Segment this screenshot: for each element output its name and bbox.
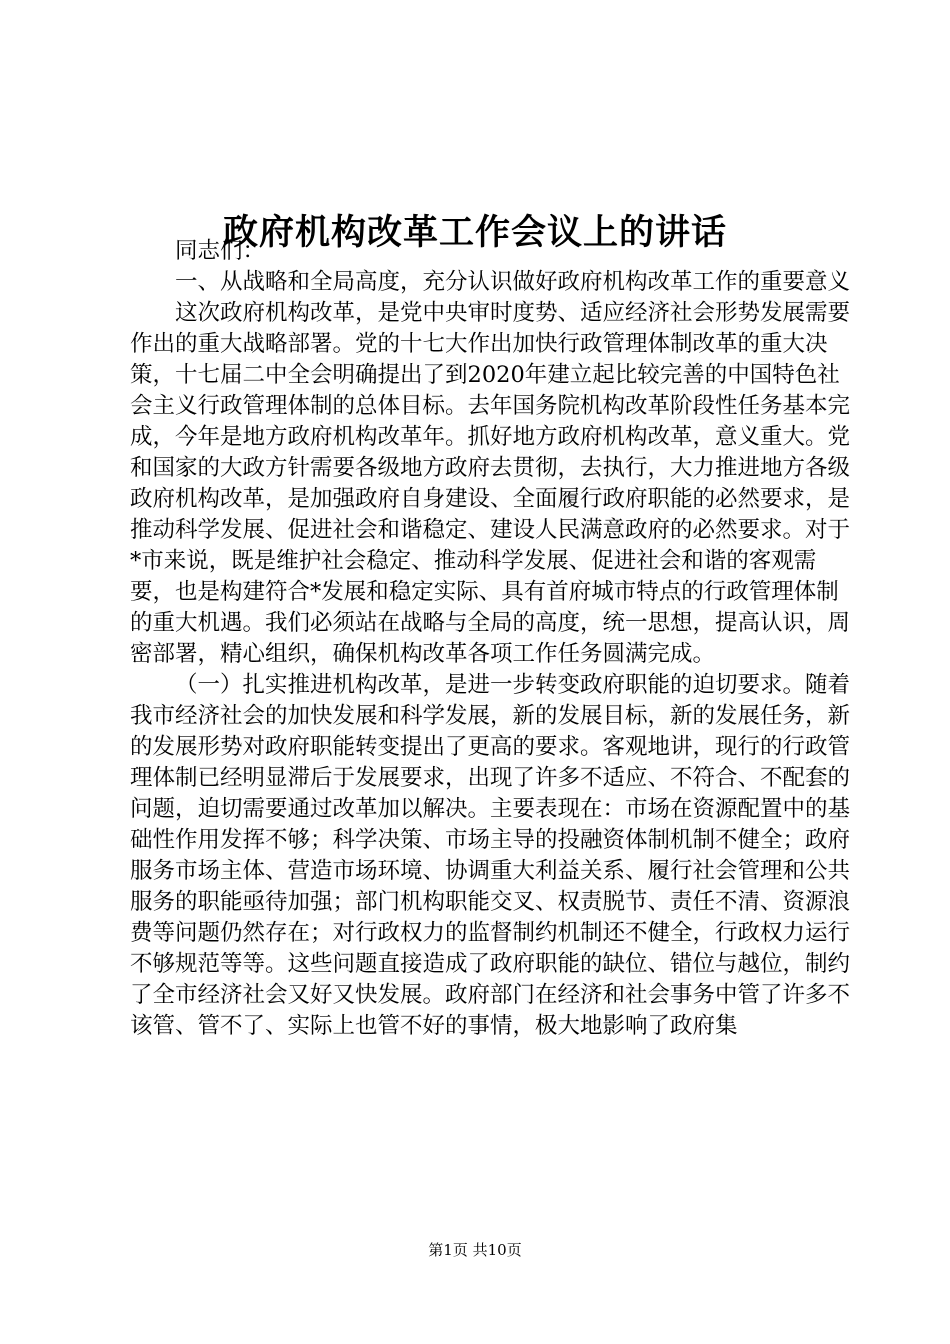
section-heading: 一、从战略和全局高度，充分认识做好政府机构改革工作的重要意义 xyxy=(175,269,851,295)
document-body xyxy=(130,236,850,1042)
document-title: 政府机构改革工作会议上的讲话 xyxy=(222,212,727,254)
body-paragraph: （一）扎实推进机构改革，是进一步转变政府职能的迫切要求。随着我市经济社会的加快发展和科学发展，新的发展目标，新的发展任务，新的发展形势对政府职能转变提出了更高的要求。客观地讲，现行的行政管理体制已经明显滞后于发展要求，出现了许多不适应、不符合、不配套的问题，迫切需要通过改革加以解决。主要表现在：市场在资源配置中的基础性作用发挥不够；科学决策、市场主导的投融资体制机制不健全；政府服务市场主体、营造市场环境、协调重大利益关系、履行社会管理和公共服务的职能亟待加强；部门机构职能交叉、权责脱节、责任不清、资源浪费等问题仍然存在；对行政权力的监督制约机制还不健全，行政权力运行不够规范等等。这些问题直接造成了政府职能的缺位、错位与越位，制约了全市经济社会又好又快发展。政府部门在经济和社会事务中管了许多不该管、管不了、实际上也管不好的事情，极大地影响了政府集 xyxy=(130,672,851,1039)
page-number: 第1页 共10页 xyxy=(428,1241,522,1259)
body-paragraph: 这次政府机构改革，是党中央审时度势、适应经济社会形势发展需要作出的重大战略部署。党的十七大作出加快行政管理体制改革的重大决策，十七届二中全会明确提出了到2020年建立起比较完善的中国特色社会主义行政管理体制的总体目标。去年国务院机构改革阶段性任务基本完成，今年是地方政府机构改革年。抓好地方政府机构改革，意义重大。党和国家的大政方针需要各级地方政府去贯彻，去执行，大力推进地方各级政府机构改革，是加强政府自身建设、全面履行政府职能的必然要求，是推动科学发展、促进社会和谐稳定、建设人民满意政府的必然要求。对于*市来说，既是维护社会稳定、推动科学发展、促进社会和谐的客观需要，也是构建符合*发展和稳定实际、具有首府城市特点的行政管理体制的重大机遇。我们必须站在战略与全局的高度，统一思想，提高认识，周密部署，精心组织，确保机构改革各项工作任务圆满完成。 xyxy=(130,300,851,667)
salutation: 同志们： xyxy=(175,238,266,264)
